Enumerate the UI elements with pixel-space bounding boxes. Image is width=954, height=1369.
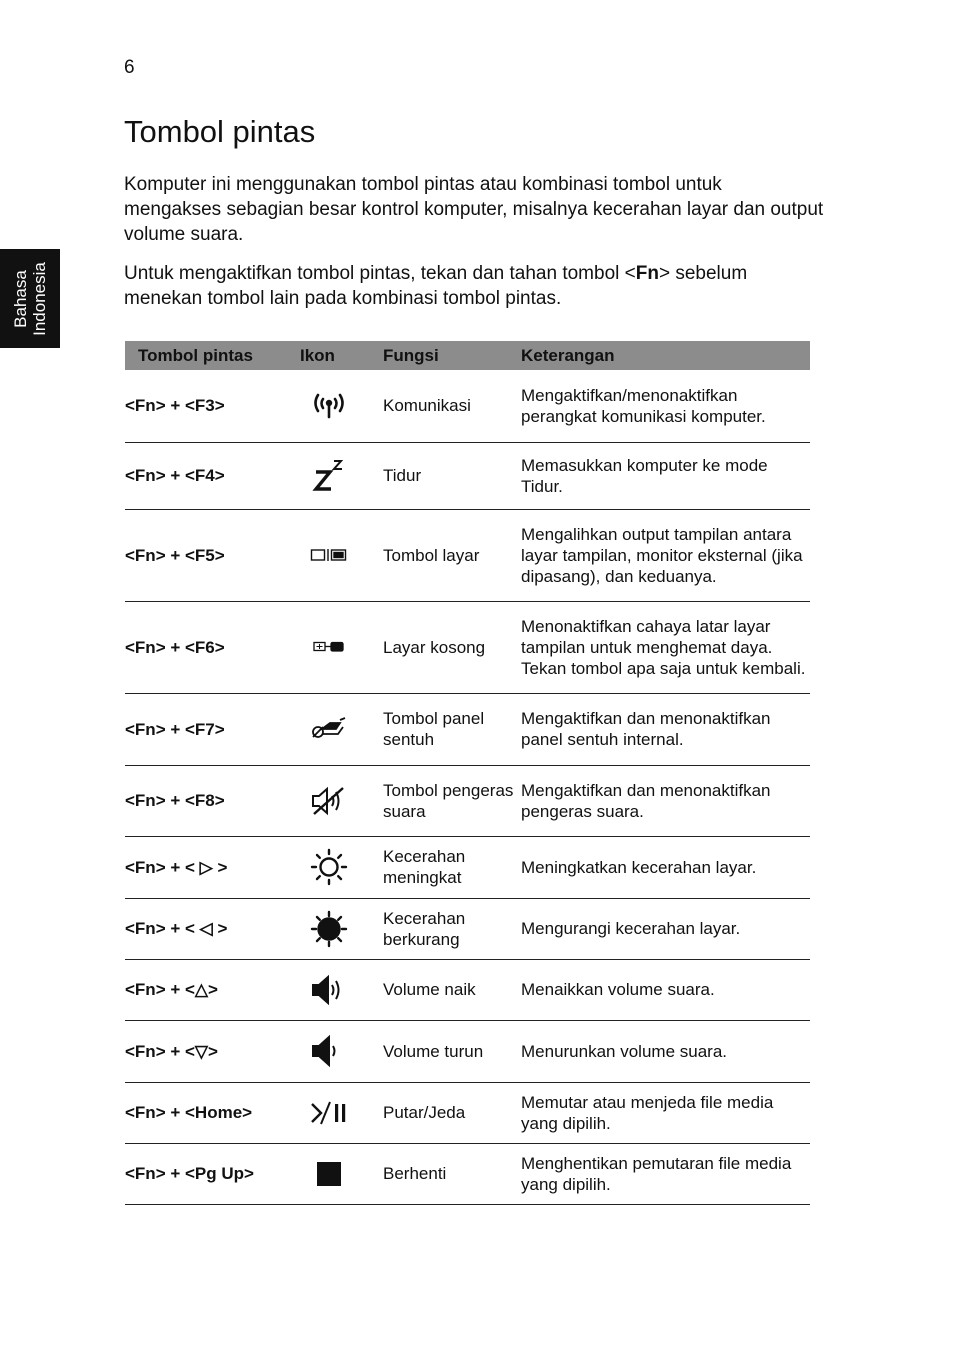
brightness-down-icon <box>310 910 348 948</box>
header-hotkey: Tombol pintas <box>125 341 300 370</box>
play-pause-icon <box>310 1100 350 1126</box>
display-toggle-icon <box>310 547 348 563</box>
speaker-mute-icon <box>310 786 348 816</box>
description-cell: Menurunkan volume suara. <box>521 1020 810 1082</box>
function-cell: Putar/Jeda <box>383 1082 521 1143</box>
description-cell: Menaikkan volume suara. <box>521 959 810 1020</box>
table-row <box>125 1082 810 1143</box>
table-row <box>125 601 810 693</box>
description-cell: Memasukkan komputer ke mode Tidur. <box>521 442 810 509</box>
hotkey-cell: <Fn> + <Home> <box>125 1082 300 1143</box>
touchpad-toggle-icon <box>310 717 348 741</box>
function-cell: Tombol panel sentuh <box>383 693 521 765</box>
function-cell: Volume naik <box>383 959 521 1020</box>
hotkey-cell: <Fn> + <Pg Up> <box>125 1143 300 1204</box>
table-row <box>125 898 810 959</box>
page-title: Tombol pintas <box>124 114 316 149</box>
header-description: Keterangan <box>521 341 810 370</box>
hotkey-cell: <Fn> + <▽> <box>125 1020 300 1082</box>
wireless-communication-icon <box>310 392 348 420</box>
description-cell: Mengurangi kecerahan layar. <box>521 898 810 959</box>
volume-down-icon <box>310 1034 348 1068</box>
hotkey-table <box>125 341 810 1205</box>
function-cell: Berhenti <box>383 1143 521 1204</box>
hotkey-cell: <Fn> + <F5> <box>125 509 300 601</box>
instruction-paragraph <box>124 261 824 311</box>
language-side-tab <box>0 249 60 348</box>
description-cell: Mengaktifkan dan menonaktifkan pengeras suara. <box>521 765 810 836</box>
brightness-up-icon <box>310 848 348 886</box>
language-tab-line-2: Indonesia <box>30 261 49 336</box>
sleep-icon <box>310 458 348 494</box>
description-cell: Menonaktifkan cahaya latar layar tampilan untuk menghemat daya. Tekan tombol apa saja untuk kembali. <box>521 601 810 693</box>
hotkey-cell: <Fn> + < ◁ > <box>125 898 300 959</box>
description-cell: Mengaktifkan/menonaktifkan perangkat komunikasi komputer. <box>521 370 810 442</box>
header-icon: Ikon <box>300 341 383 370</box>
function-cell: Komunikasi <box>383 370 521 442</box>
table-row <box>125 509 810 601</box>
table-row <box>125 693 810 765</box>
function-cell: Tidur <box>383 442 521 509</box>
fn-key-label: Fn <box>635 263 659 284</box>
table-row <box>125 370 810 442</box>
header-function: Fungsi <box>383 341 521 370</box>
function-cell: Tombol pengeras suara <box>383 765 521 836</box>
hotkey-cell: <Fn> + <F7> <box>125 693 300 765</box>
description-cell: Menghentikan pemutaran file media yang dipilih. <box>521 1143 810 1204</box>
function-cell: Volume turun <box>383 1020 521 1082</box>
table-row <box>125 442 810 509</box>
description-cell: Mengalihkan output tampilan antara layar tampilan, monitor eksternal (jika dipasang), dan keduanya. <box>521 509 810 601</box>
function-cell: Kecerahan berkurang <box>383 898 521 959</box>
description-cell: Memutar atau menjeda file media yang dipilih. <box>521 1082 810 1143</box>
table-row <box>125 959 810 1020</box>
screen-blank-icon <box>310 639 348 655</box>
hotkey-cell: <Fn> + < ▷ > <box>125 836 300 898</box>
hotkey-cell: <Fn> + <△> <box>125 959 300 1020</box>
function-cell: Layar kosong <box>383 601 521 693</box>
description-cell: Mengaktifkan dan menonaktifkan panel sentuh internal. <box>521 693 810 765</box>
hotkey-cell: <Fn> + <F6> <box>125 601 300 693</box>
hotkey-cell: <Fn> + <F4> <box>125 442 300 509</box>
hotkey-cell: <Fn> + <F8> <box>125 765 300 836</box>
instruction-text-before: Untuk mengaktifkan tombol pintas, tekan dan tahan tombol < <box>124 263 636 284</box>
language-tab-line-1: Bahasa <box>11 269 30 328</box>
description-cell: Meningkatkan kecerahan layar. <box>521 836 810 898</box>
function-cell: Kecerahan meningkat <box>383 836 521 898</box>
table-row <box>125 836 810 898</box>
intro-paragraph: Komputer ini menggunakan tombol pintas atau kombinasi tombol untuk mengakses sebagian besar kontrol komputer, misalnya kecerahan layar dan output volume suara. <box>124 174 824 245</box>
stop-icon <box>310 1161 348 1187</box>
table-row <box>125 765 810 836</box>
volume-up-icon <box>310 974 348 1006</box>
table-header-row <box>125 341 810 370</box>
table-row <box>125 1143 810 1204</box>
function-cell: Tombol layar <box>383 509 521 601</box>
hotkey-cell: <Fn> + <F3> <box>125 370 300 442</box>
page-number: 6 <box>124 57 135 78</box>
instruction-text-after: > sebelum menekan tombol lain pada kombinasi tombol pintas. <box>124 263 748 309</box>
table-row <box>125 1020 810 1082</box>
